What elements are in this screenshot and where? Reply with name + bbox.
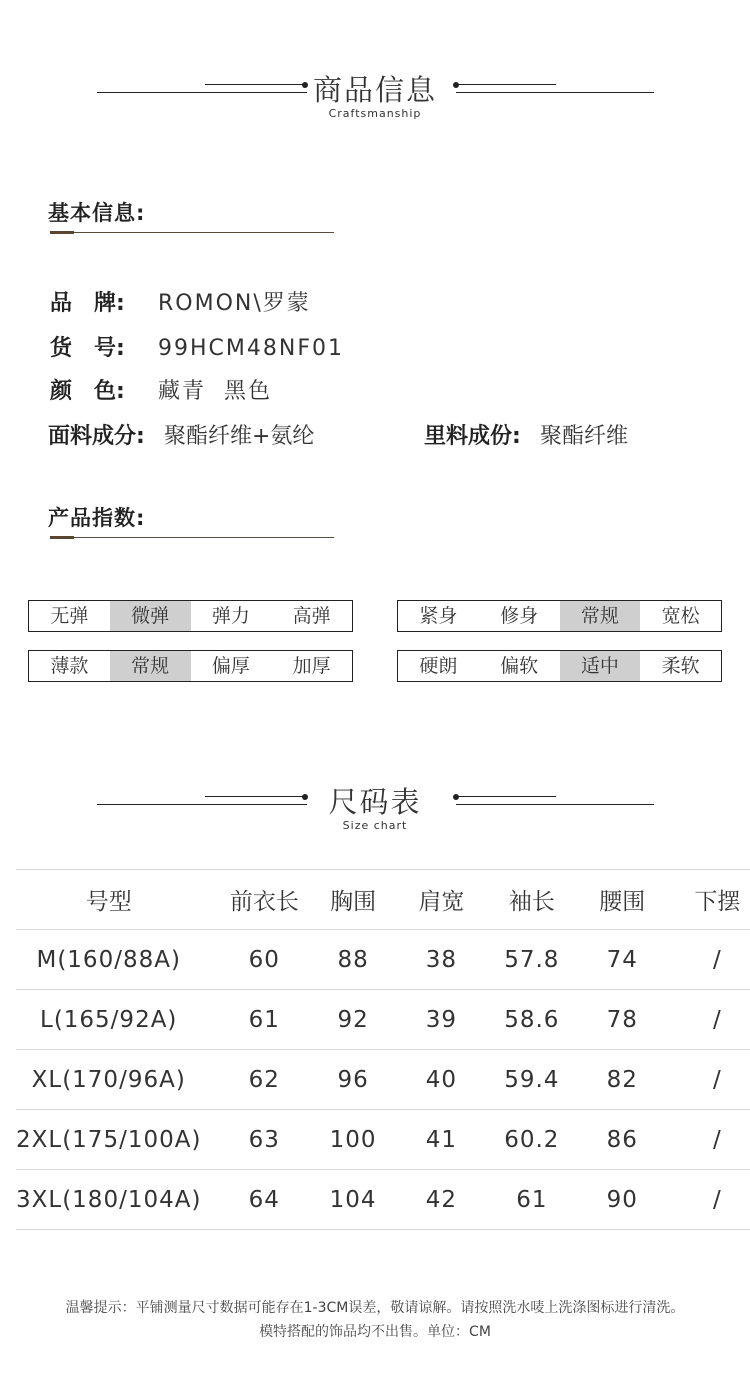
column-header: 胸围 [327, 870, 379, 930]
table-cell: 64 [201, 1170, 327, 1230]
table-row [16, 930, 750, 990]
index-cell: 紧身 [419, 605, 458, 627]
table-cell: 2XL(175/100A) [16, 1110, 201, 1170]
table-cell: / [685, 1170, 750, 1230]
sku-key: 货 号: [50, 336, 125, 361]
basic-info-heading [48, 197, 338, 227]
brand-row [50, 286, 311, 317]
index-cell: 薄款 [50, 655, 89, 677]
table-row [16, 1050, 750, 1110]
lining-key: 里料成份: [424, 424, 521, 449]
product-index-heading [48, 502, 338, 532]
table-cell: 60 [201, 930, 327, 990]
table-cell: 39 [379, 990, 504, 1050]
fabric-row [48, 419, 314, 450]
lining-row [424, 419, 628, 450]
table-cell: 90 [560, 1170, 685, 1230]
color-value: 藏青 黑色 [158, 379, 272, 404]
table-header-row [16, 870, 750, 930]
table-cell: 59.4 [504, 1050, 560, 1110]
table-cell: 63 [201, 1110, 327, 1170]
table-cell: 82 [560, 1050, 685, 1110]
table-row [16, 1170, 750, 1230]
table-cell: 88 [327, 930, 379, 990]
table-cell: 61 [201, 990, 327, 1050]
column-header: 前衣长 [201, 870, 327, 930]
table-cell: 40 [379, 1050, 504, 1110]
table-cell: / [685, 930, 750, 990]
lining-value: 聚酯纤维 [540, 424, 629, 449]
color-key: 颜 色: [50, 379, 125, 404]
heading-rule [50, 232, 334, 233]
elasticity-index [28, 600, 353, 632]
heading-accent [50, 231, 74, 234]
index-cell: 偏厚 [211, 655, 250, 677]
table-cell: L(165/92A) [16, 990, 201, 1050]
table-cell: 78 [560, 990, 685, 1050]
index-cell: 弹力 [211, 605, 250, 627]
column-header: 号型 [16, 870, 201, 930]
table-cell: 58.6 [504, 990, 560, 1050]
table-cell: 60.2 [504, 1110, 560, 1170]
sku-row [50, 331, 344, 362]
index-cell: 柔软 [661, 655, 700, 677]
table-row [16, 990, 750, 1050]
table-cell: 41 [379, 1110, 504, 1170]
fit-index [397, 600, 722, 632]
index-cell-selected: 适中 [560, 651, 641, 681]
brand-value: ROMON\罗蒙 [158, 291, 311, 316]
table-cell: 86 [560, 1110, 685, 1170]
product-index-label: 产品指数: [48, 506, 146, 530]
fabric-key: 面料成分: [48, 424, 145, 449]
section-title: 尺码表 [328, 785, 422, 819]
table-cell: 104 [327, 1170, 379, 1230]
table-cell: 57.8 [504, 930, 560, 990]
index-cell: 无弹 [50, 605, 89, 627]
section-title: 商品信息 [312, 73, 437, 107]
column-header: 袖长 [504, 870, 560, 930]
table-cell: 96 [327, 1050, 379, 1110]
index-cell-selected: 常规 [110, 651, 191, 681]
table-cell: 42 [379, 1170, 504, 1230]
craftsmanship-header [0, 62, 750, 122]
table-cell: 62 [201, 1050, 327, 1110]
index-cell-selected: 常规 [560, 601, 641, 631]
index-cell: 高弹 [292, 605, 331, 627]
section-subtitle: Size chart [342, 819, 408, 832]
index-cell: 加厚 [292, 655, 331, 677]
column-header: 下摆 [685, 870, 750, 930]
index-cell: 修身 [500, 605, 539, 627]
softness-index [397, 650, 722, 682]
table-cell: 3XL(180/104A) [16, 1170, 201, 1230]
table-cell: 100 [327, 1110, 379, 1170]
fabric-value: 聚酯纤维+氨纶 [164, 424, 315, 449]
thickness-index [28, 650, 353, 682]
heading-rule [50, 537, 334, 538]
basic-info-label: 基本信息: [48, 201, 146, 225]
table-cell: / [685, 1110, 750, 1170]
care-note-line2: 模特搭配的饰品均不出售。单位：CM [259, 1324, 491, 1340]
brand-key: 品 牌: [50, 291, 125, 316]
column-header: 腰围 [560, 870, 685, 930]
sku-value: 99HCM48NF01 [158, 336, 344, 361]
table-cell: 74 [560, 930, 685, 990]
color-row [50, 374, 272, 405]
index-cell: 宽松 [661, 605, 700, 627]
size-chart-header [0, 774, 750, 834]
table-cell: / [685, 990, 750, 1050]
section-subtitle: Craftsmanship [328, 107, 422, 120]
table-cell: 61 [504, 1170, 560, 1230]
table-cell: 38 [379, 930, 504, 990]
table-cell: M(160/88A) [16, 930, 201, 990]
table-row [16, 1110, 750, 1170]
table-cell: 92 [327, 990, 379, 1050]
index-cell: 硬朗 [419, 655, 458, 677]
column-header: 肩宽 [379, 870, 504, 930]
index-cell: 偏软 [500, 655, 539, 677]
size-table [16, 869, 750, 1230]
table-cell: / [685, 1050, 750, 1110]
table-cell: XL(170/96A) [16, 1050, 201, 1110]
care-note-line1: 温馨提示：平铺测量尺寸数据可能存在1-3CM误差，敬请谅解。请按照洗水唛上洗涤图标进行清洗。 [65, 1300, 685, 1316]
heading-accent [50, 536, 74, 539]
index-cell-selected: 微弹 [110, 601, 191, 631]
